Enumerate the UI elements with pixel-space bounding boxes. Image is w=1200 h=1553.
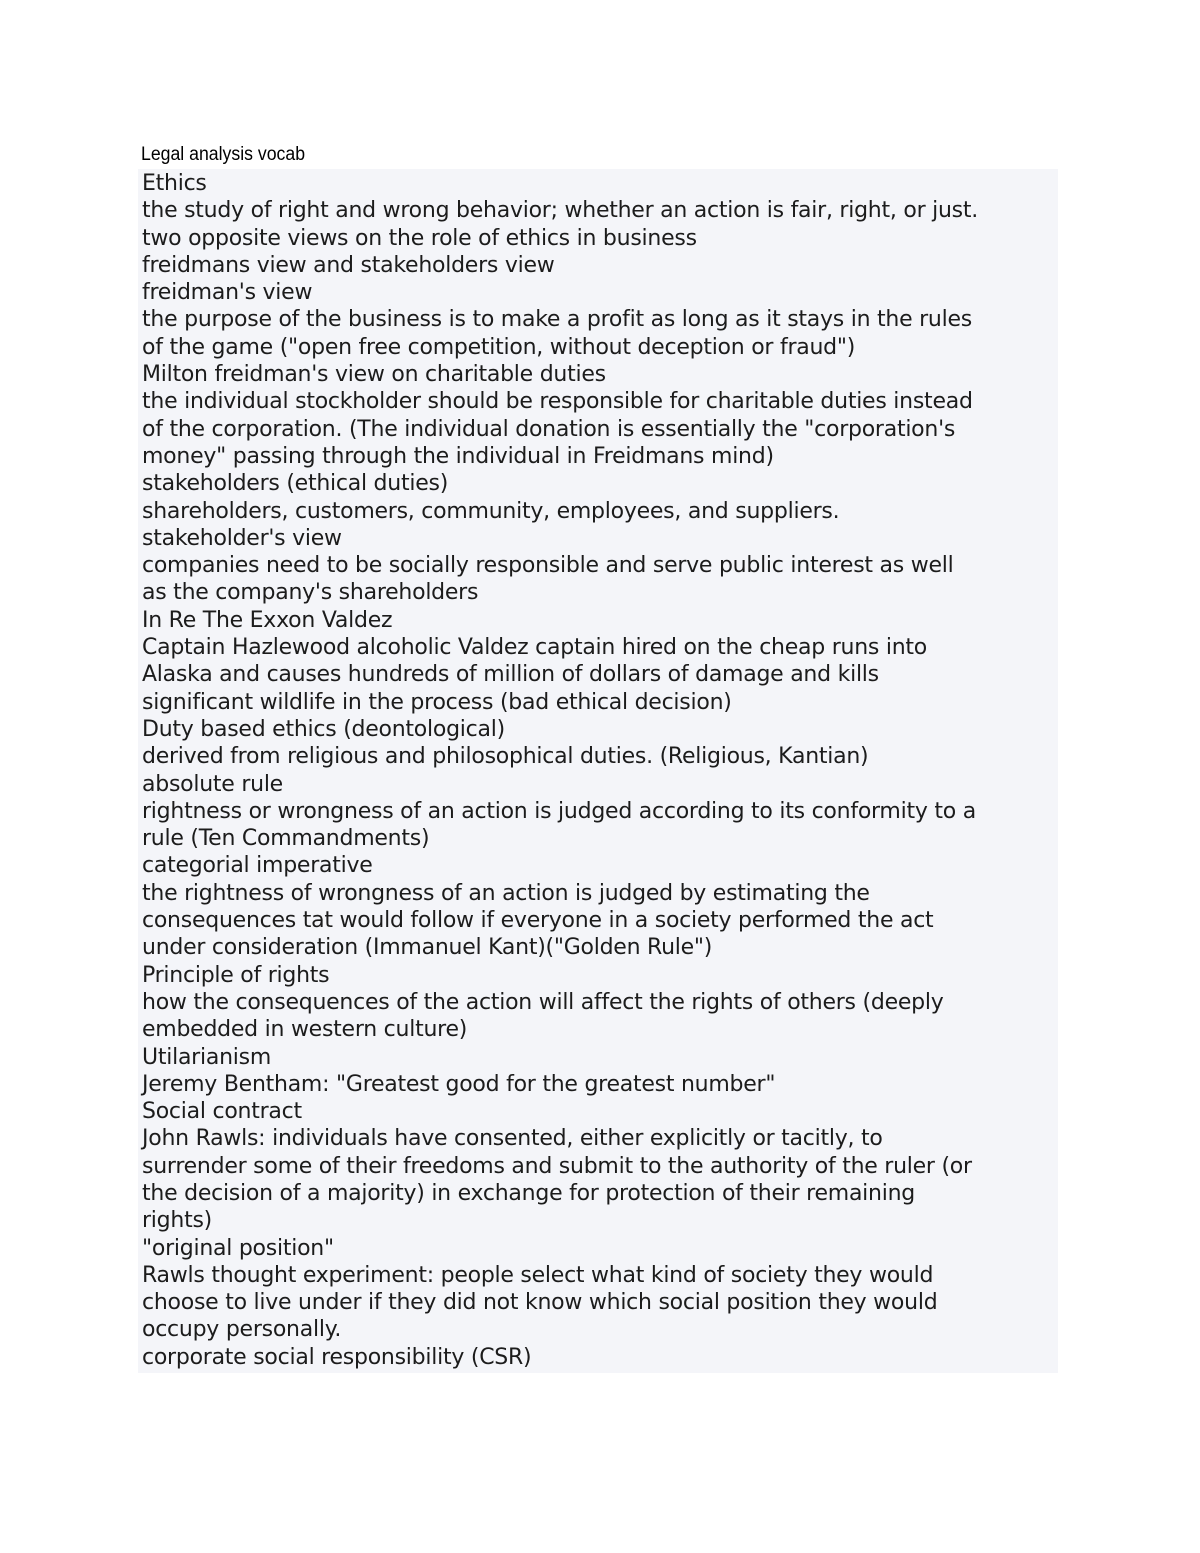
text-line: rights) — [142, 1208, 212, 1234]
text-line: the purpose of the business is to make a profit as long as it stays in the rules — [142, 307, 972, 333]
text-line: rule (Ten Commandments) — [142, 826, 430, 852]
text-line: stakeholder's view — [142, 525, 342, 551]
text-line: two opposite views on the role of ethics in business — [142, 225, 697, 251]
text-line: under consideration (Immanuel Kant)("Golden Rule") — [142, 935, 713, 961]
text-line: significant wildlife in the process (bad ethical decision) — [142, 689, 732, 715]
text-line: as the company's shareholders — [142, 580, 479, 606]
text-line: categorial imperative — [142, 853, 373, 879]
text-line: the study of right and wrong behavior; whether an action is fair, right, or just. — [142, 198, 978, 224]
text-line: John Rawls: individuals have consented, either explicitly or tacitly, to — [142, 1126, 883, 1152]
text-line: consequences tat would follow if everyone in a society performed the act — [142, 908, 934, 934]
text-line: Alaska and causes hundreds of million of dollars of damage and kills — [142, 662, 879, 688]
text-line: the rightness of wrongness of an action is judged by estimating the — [142, 880, 870, 906]
text-line: the individual stockholder should be responsible for charitable duties instead — [142, 389, 973, 415]
text-line: of the game ("open free competition, without deception or fraud") — [142, 334, 856, 360]
text-line: absolute rule — [142, 771, 283, 797]
text-line: embedded in western culture) — [142, 1017, 468, 1043]
text-line: money" passing through the individual in Freidmans mind) — [142, 443, 774, 469]
text-line: choose to live under if they did not know which social position they would — [142, 1290, 938, 1316]
text-line: occupy personally. — [142, 1317, 342, 1343]
text-line: surrender some of their freedoms and submit to the authority of the ruler (or — [142, 1153, 972, 1179]
text-line: rightness or wrongness of an action is judged according to its conformity to a — [142, 798, 976, 824]
text-line: Captain Hazlewood alcoholic Valdez captain hired on the cheap runs into — [142, 635, 927, 661]
text-line: shareholders, customers, community, employees, and suppliers. — [142, 498, 840, 524]
text-line: stakeholders (ethical duties) — [142, 471, 449, 497]
text-line: how the consequences of the action will affect the rights of others (deeply — [142, 989, 944, 1015]
text-line: freidman's view — [142, 280, 313, 306]
text-line: freidmans view and stakeholders view — [142, 252, 555, 278]
text-line: Principle of rights — [142, 962, 330, 988]
text-line: Jeremy Bentham: "Greatest good for the greatest number" — [142, 1071, 776, 1097]
text-line: corporate social responsibility (CSR) — [142, 1344, 532, 1370]
text-line: the decision of a majority) in exchange for protection of their remaining — [142, 1180, 916, 1206]
text-line: Duty based ethics (deontological) — [142, 716, 505, 742]
text-line: Utilarianism — [142, 1044, 272, 1070]
vocab-text-block — [142, 170, 1072, 1371]
text-line: Social contract — [142, 1099, 302, 1125]
text-line: Ethics — [142, 171, 207, 196]
text-line: derived from religious and philosophical duties. (Religious, Kantian) — [142, 744, 869, 770]
text-line: "original position" — [142, 1235, 334, 1261]
text-line: Milton freidman's view on charitable duties — [142, 362, 606, 388]
text-line: companies need to be socially responsible and serve public interest as well — [142, 553, 954, 579]
text-line: of the corporation. (The individual donation is essentially the "corporation's — [142, 416, 956, 442]
text-line: Rawls thought experiment: people select what kind of society they would — [142, 1262, 934, 1288]
text-line: In Re The Exxon Valdez — [142, 607, 393, 633]
document-title: Legal analysis vocab — [141, 144, 306, 165]
